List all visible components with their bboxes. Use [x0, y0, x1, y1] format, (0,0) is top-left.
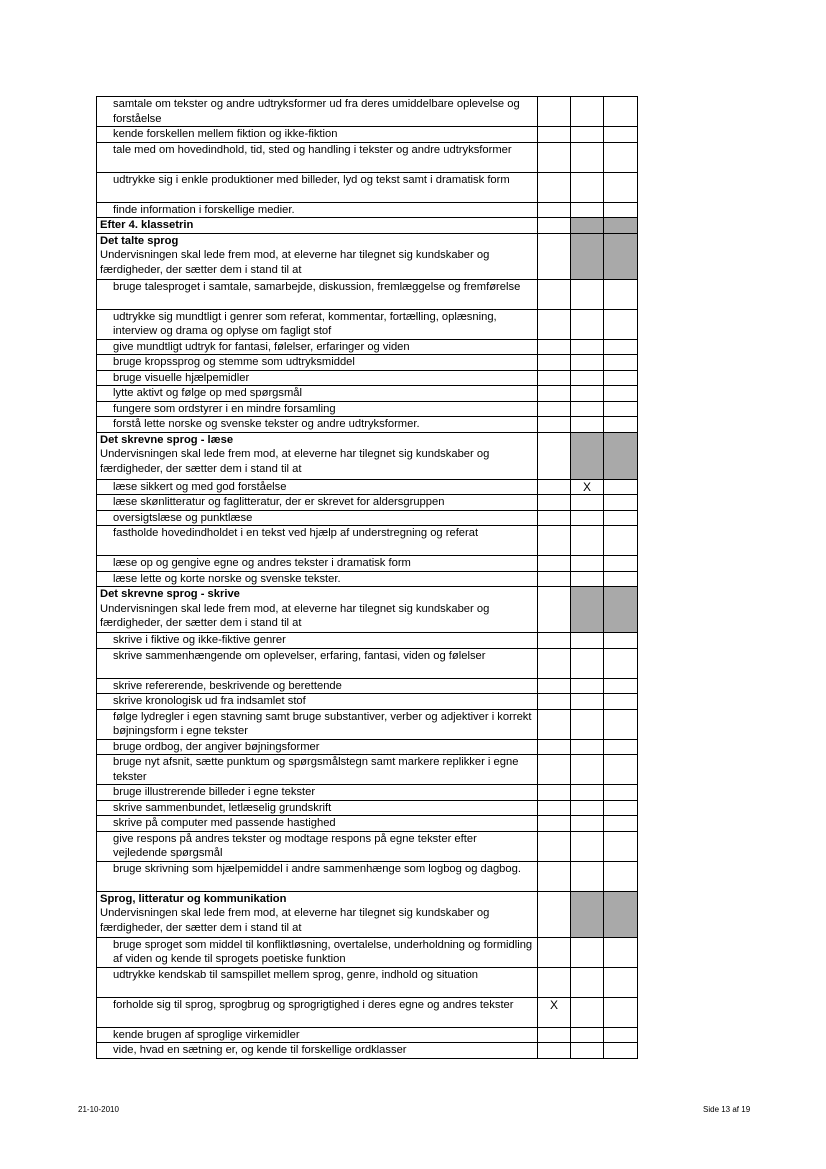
footer-page-number: Side 13 af 19: [703, 1105, 751, 1114]
assessment-cell: [604, 202, 638, 218]
goal-text: oversigtslæse og punktlæse: [97, 510, 538, 526]
assessment-cell: [538, 937, 571, 967]
assessment-cell: [604, 417, 638, 433]
assessment-cell: [571, 739, 604, 755]
goal-row: [97, 172, 638, 202]
assessment-cell: [538, 831, 571, 861]
section-title: Det talte sprog: [100, 234, 179, 247]
assessment-cell: [538, 279, 571, 309]
section-description: Undervisningen skal lede frem mod, at eleverne har tilegnet sig kundskaber og færdigheder, der sætter dem i stand til at: [100, 448, 490, 475]
goal-row: [97, 97, 638, 127]
assessment-cell: [604, 739, 638, 755]
goal-text: kende brugen af sproglige virkemidler: [97, 1027, 538, 1043]
assessment-cell: [604, 510, 638, 526]
assessment-cell: [604, 831, 638, 861]
goal-row: [97, 694, 638, 710]
assessment-cell: [571, 694, 604, 710]
assessment-cell: [571, 755, 604, 785]
goal-row: [97, 831, 638, 861]
goal-text: tale med om hovedindhold, tid, sted og handling i tekster og andre udtryksformer: [97, 142, 538, 172]
assessment-cell: [571, 370, 604, 386]
goal-text: bruge illustrerende billeder i egne tekster: [97, 785, 538, 801]
assessment-cell: [538, 800, 571, 816]
assessment-cell: [538, 339, 571, 355]
assessment-cell: [604, 127, 638, 143]
assessment-cell: [571, 495, 604, 511]
assessment-cell: [604, 816, 638, 832]
goal-text: samtale om tekster og andre udtryksformer ud fra deres umiddelbare oplevelse og forståelse: [97, 97, 538, 127]
assessment-cell: [538, 967, 571, 997]
goal-row: [97, 678, 638, 694]
grade-header-row: [97, 218, 638, 234]
assessment-cell: [538, 526, 571, 556]
assessment-cell: [571, 417, 604, 433]
assessment-cell: [538, 1043, 571, 1059]
section-title: Sprog, litteratur og kommunikation: [100, 892, 287, 905]
assessment-cell: [571, 785, 604, 801]
assessment-cell: [571, 339, 604, 355]
assessment-cell: [571, 142, 604, 172]
shaded-cell: [538, 587, 571, 633]
assessment-cell: [538, 1027, 571, 1043]
section-header-cell: [97, 233, 538, 279]
assessment-cell: [604, 386, 638, 402]
goal-row: [97, 571, 638, 587]
assessment-cell: [538, 861, 571, 891]
goal-text: udtrykke kendskab til samspillet mellem sprog, genre, indhold og situation: [97, 967, 538, 997]
goal-text: vide, hvad en sætning er, og kende til forskellige ordklasser: [97, 1043, 538, 1059]
assessment-cell: [571, 309, 604, 339]
assessment-cell: [604, 800, 638, 816]
assessment-cell: [538, 571, 571, 587]
assessment-cell: [571, 633, 604, 649]
assessment-cell: [604, 1027, 638, 1043]
goal-text: lytte aktivt og følge op med spørgsmål: [97, 386, 538, 402]
assessment-cell: [604, 309, 638, 339]
assessment-cell: [571, 202, 604, 218]
assessment-cell: [571, 648, 604, 678]
assessment-cell: [571, 97, 604, 127]
goal-row: [97, 997, 638, 1027]
assessment-cell: [571, 556, 604, 572]
assessment-cell: [604, 1043, 638, 1059]
assessment-cell: [604, 495, 638, 511]
assessment-cell: [604, 937, 638, 967]
assessment-cell: [571, 526, 604, 556]
shaded-cell: [538, 432, 571, 479]
goal-row: [97, 142, 638, 172]
goal-row: [97, 709, 638, 739]
goal-row: [97, 127, 638, 143]
assessment-cell: [604, 571, 638, 587]
goal-row: [97, 816, 638, 832]
assessment-cell: [538, 648, 571, 678]
assessment-cell: [538, 510, 571, 526]
goal-row: [97, 495, 638, 511]
shaded-cell: [604, 587, 638, 633]
assessment-cell: [604, 526, 638, 556]
goal-text: finde information i forskellige medier.: [97, 202, 538, 218]
assessment-cell: [604, 370, 638, 386]
assessment-cell: [571, 967, 604, 997]
goal-row: [97, 755, 638, 785]
goal-text: skrive i fiktive og ikke-fiktive genrer: [97, 633, 538, 649]
goal-text: læse skønlitteratur og faglitteratur, der er skrevet for aldersgruppen: [97, 495, 538, 511]
assessment-cell: [604, 479, 638, 495]
goal-row: [97, 526, 638, 556]
assessment-cell: [571, 510, 604, 526]
footer-date: 21-10-2010: [78, 1105, 119, 1114]
goal-text: fungere som ordstyrer i en mindre forsamling: [97, 401, 538, 417]
goal-text: læse op og gengive egne og andres tekster i dramatisk form: [97, 556, 538, 572]
goal-text: følge lydregler i egen stavning samt bruge substantiver, verber og adjektiver i korrekt bøjningsform i egne tekster: [97, 709, 538, 739]
assessment-cell: [604, 142, 638, 172]
section-header-row: [97, 432, 638, 479]
goal-row: [97, 370, 638, 386]
assessment-cell: [571, 279, 604, 309]
goal-text: skrive sammenhængende om oplevelser, erfaring, fantasi, viden og følelser: [97, 648, 538, 678]
assessment-cell: [538, 816, 571, 832]
goal-text: forholde sig til sprog, sprogbrug og sprogrigtighed i deres egne og andres tekster: [97, 997, 538, 1027]
shaded-cell: [571, 233, 604, 279]
goal-text: fastholde hovedindholdet i en tekst ved hjælp af understregning og referat: [97, 526, 538, 556]
assessment-cell: [538, 694, 571, 710]
goal-text: læse sikkert og med god forståelse: [97, 479, 538, 495]
assessment-cell: [571, 678, 604, 694]
goal-text: skrive på computer med passende hastighed: [97, 816, 538, 832]
assessment-cell: [604, 755, 638, 785]
goal-row: [97, 401, 638, 417]
assessment-cell: [538, 370, 571, 386]
assessment-cell: [538, 678, 571, 694]
shaded-cell: [571, 218, 604, 234]
assessment-cell: [538, 556, 571, 572]
assessment-cell: [571, 571, 604, 587]
assessment-cell: [538, 142, 571, 172]
assessment-cell: [604, 279, 638, 309]
assessment-cell: [571, 831, 604, 861]
assessment-cell: [538, 755, 571, 785]
goal-text: give mundtligt udtryk for fantasi, følelser, erfaringer og viden: [97, 339, 538, 355]
section-title: Det skrevne sprog - skrive: [100, 588, 240, 600]
assessment-cell: [604, 556, 638, 572]
assessment-cell: [604, 967, 638, 997]
goal-text: kende forskellen mellem fiktion og ikke-fiktion: [97, 127, 538, 143]
assessment-cell: [604, 709, 638, 739]
assessment-cell: [571, 861, 604, 891]
goal-row: [97, 1027, 638, 1043]
assessment-cell: [604, 401, 638, 417]
assessment-cell: [538, 417, 571, 433]
goal-text: bruge sproget som middel til konfliktløsning, overtalelse, underholdning og formidling af viden og kende til sprogets poetiske funktion: [97, 937, 538, 967]
assessment-cell: [571, 709, 604, 739]
assessment-cell: [538, 309, 571, 339]
assessment-cell: [538, 172, 571, 202]
goal-row: [97, 861, 638, 891]
shaded-cell: [538, 218, 571, 234]
goal-text: bruge kropssprog og stemme som udtryksmiddel: [97, 355, 538, 371]
assessment-cell: [538, 739, 571, 755]
section-header-cell: [97, 587, 538, 633]
shaded-cell: [604, 891, 638, 937]
section-header-row: [97, 891, 638, 937]
assessment-cell: [538, 355, 571, 371]
section-header-cell: [97, 432, 538, 479]
assessment-cell: [571, 355, 604, 371]
assessment-cell: [604, 633, 638, 649]
assessment-cell: [604, 997, 638, 1027]
assessment-cell: X: [538, 997, 571, 1027]
assessment-cell: [604, 648, 638, 678]
goal-text: bruge visuelle hjælpemidler: [97, 370, 538, 386]
assessment-cell: [571, 1027, 604, 1043]
assessment-cell: [571, 127, 604, 143]
goal-row: [97, 937, 638, 967]
shaded-cell: [538, 891, 571, 937]
assessment-cell: [538, 97, 571, 127]
assessment-cell: [571, 997, 604, 1027]
assessment-cell: [604, 694, 638, 710]
goal-row: [97, 967, 638, 997]
assessment-cell: [571, 816, 604, 832]
shaded-cell: [571, 432, 604, 479]
goal-text: udtrykke sig mundtligt i genrer som referat, kommentar, fortælling, oplæsning, interview og drama og oplyse om fagligt stof: [97, 309, 538, 339]
goal-text: læse lette og korte norske og svenske tekster.: [97, 571, 538, 587]
goal-row: [97, 556, 638, 572]
assessment-cell: [604, 861, 638, 891]
goal-text: skrive sammenbundet, letlæselig grundskrift: [97, 800, 538, 816]
goal-row: [97, 510, 638, 526]
goal-row: [97, 202, 638, 218]
assessment-cell: [604, 355, 638, 371]
assessment-cell: [571, 172, 604, 202]
goal-row: [97, 386, 638, 402]
assessment-cell: [571, 401, 604, 417]
assessment-cell: [538, 386, 571, 402]
assessment-cell: [538, 479, 571, 495]
goal-row: [97, 633, 638, 649]
assessment-cell: [538, 785, 571, 801]
assessment-cell: [571, 937, 604, 967]
goal-row: [97, 739, 638, 755]
assessment-cell: [538, 202, 571, 218]
assessment-cell: [538, 633, 571, 649]
assessment-cell: [538, 127, 571, 143]
goal-row: [97, 1043, 638, 1059]
grade-header-text: Efter 4. klassetrin: [97, 218, 538, 234]
section-title: Det skrevne sprog - læse: [100, 433, 234, 446]
shaded-cell: [571, 891, 604, 937]
shaded-cell: [604, 233, 638, 279]
section-description: Undervisningen skal lede frem mod, at eleverne har tilegnet sig kundskaber og færdigheder, der sætter dem i stand til at: [100, 602, 490, 629]
shaded-cell: [538, 233, 571, 279]
goal-text: udtrykke sig i enkle produktioner med billeder, lyd og tekst samt i dramatisk form: [97, 172, 538, 202]
assessment-cell: [604, 339, 638, 355]
assessment-cell: [604, 678, 638, 694]
goal-text: skrive kronologisk ud fra indsamlet stof: [97, 694, 538, 710]
section-header-row: [97, 587, 638, 633]
goal-row: [97, 339, 638, 355]
goal-text: bruge talesproget i samtale, samarbejde, diskussion, fremlæggelse og fremførelse: [97, 279, 538, 309]
goal-row: [97, 279, 638, 309]
goal-row: [97, 648, 638, 678]
section-description: Undervisningen skal lede frem mod, at eleverne har tilegnet sig kundskaber og færdigheder, der sætter dem i stand til at: [100, 249, 490, 276]
assessment-cell: [604, 172, 638, 202]
section-header-cell: [97, 891, 538, 937]
section-description: Undervisningen skal lede frem mod, at eleverne har tilegnet sig kundskaber og færdigheder, der sætter dem i stand til at: [100, 907, 490, 934]
goal-text: skrive refererende, beskrivende og berettende: [97, 678, 538, 694]
assessment-cell: [538, 401, 571, 417]
shaded-cell: [604, 218, 638, 234]
assessment-cell: [538, 495, 571, 511]
goal-text: bruge nyt afsnit, sætte punktum og spørgsmålstegn samt markere replikker i egne tekster: [97, 755, 538, 785]
shaded-cell: [571, 587, 604, 633]
assessment-cell: [538, 709, 571, 739]
curriculum-table: [96, 96, 638, 1059]
assessment-cell: [604, 785, 638, 801]
goal-row: [97, 785, 638, 801]
goal-row: [97, 309, 638, 339]
goal-text: bruge ordbog, der angiver bøjningsformer: [97, 739, 538, 755]
assessment-cell: [571, 800, 604, 816]
goal-row: [97, 800, 638, 816]
goal-row: [97, 355, 638, 371]
goal-row: [97, 417, 638, 433]
shaded-cell: [604, 432, 638, 479]
goal-row: [97, 479, 638, 495]
assessment-cell: X: [571, 479, 604, 495]
assessment-cell: [571, 1043, 604, 1059]
goal-text: bruge skrivning som hjælpemiddel i andre sammenhænge som logbog og dagbog.: [97, 861, 538, 891]
goal-text: forstå lette norske og svenske tekster og andre udtryksformer.: [97, 417, 538, 433]
section-header-row: [97, 233, 638, 279]
assessment-cell: [571, 386, 604, 402]
goal-text: give respons på andres tekster og modtage respons på egne tekster efter vejledende spørgsmål: [97, 831, 538, 861]
assessment-cell: [604, 97, 638, 127]
